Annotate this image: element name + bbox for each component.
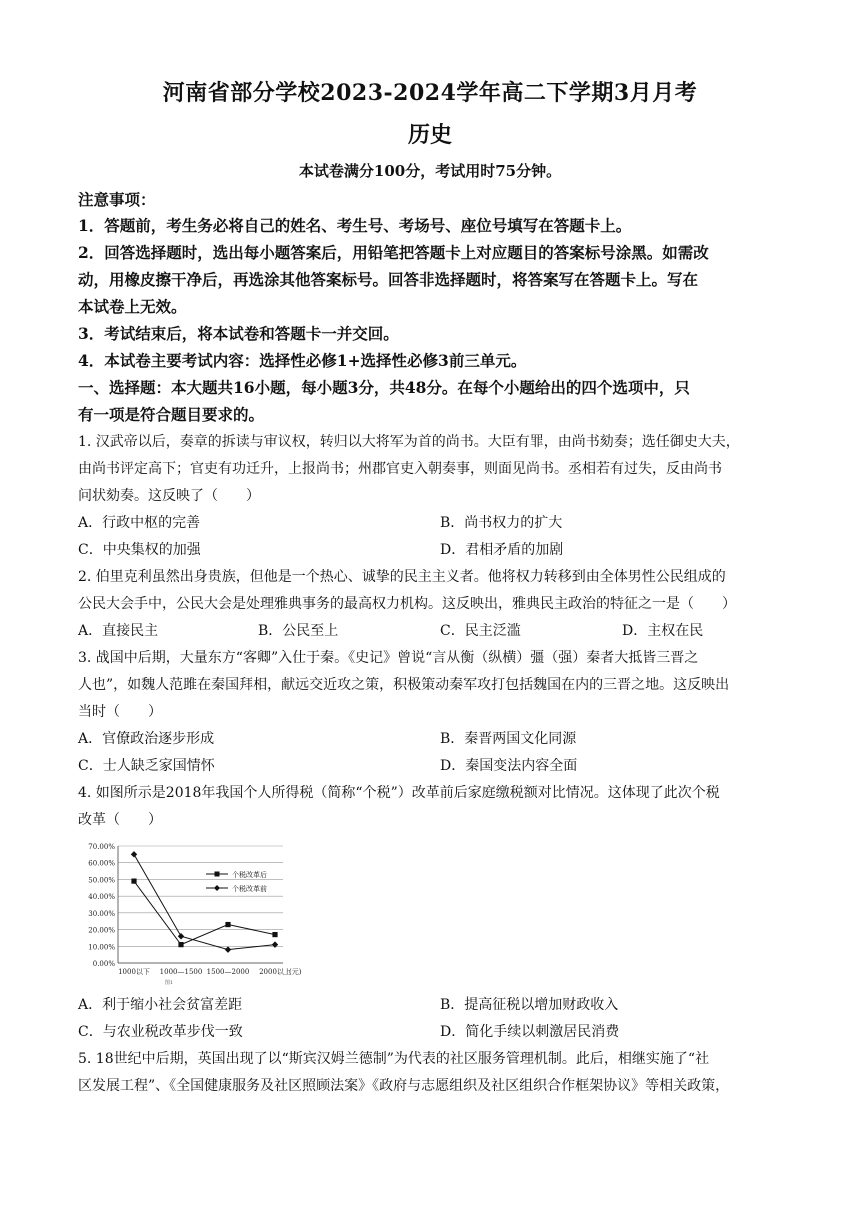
question-3-option-b[interactable]: B．秦晋两国文化同源 — [440, 731, 577, 747]
x-tick-label: 1500—2000 — [206, 968, 250, 976]
y-tick-label: 70.00% — [88, 843, 115, 851]
question-1-stem: 1. 汉武帝以后，奏章的拆读与审议权，转归以大将军为首的尚书。大臣有罪，由尚书劾奏；选任御史大夫， — [78, 434, 740, 450]
question-4-stem: 4. 如图所示是2018年我国个人所得税（简称“个税”）改革前后家庭缴税额对比情况。这体现了此次个税 — [78, 785, 720, 801]
y-tick-label: 40.00% — [88, 893, 115, 902]
data-point-diamond — [225, 946, 231, 952]
note-line: 2．回答选择题时，选出每小题答案后，用铅笔把答题卡上对应题目的答案标号涂黑。如需改 — [78, 243, 709, 262]
question-1-stem: 问状劾奏。这反映了（ ） — [78, 488, 260, 504]
section-heading: 一、选择题：本大题共16小题，每小题3分，共48分。在每个小题给出的四个选项中，只 — [78, 378, 690, 397]
note-line: 3．考试结束后，将本试卷和答题卡一并交回。 — [78, 324, 399, 343]
y-tick-label: 10.00% — [88, 943, 115, 952]
note-line: 1．答题前，考生务必将自己的姓名、考生号、考场号、座位号填写在答题卡上。 — [78, 216, 632, 235]
notes-heading: 注意事项： — [78, 190, 156, 209]
x-axis-unit: (元) — [289, 968, 302, 976]
question-2-option-a[interactable]: A．直接民主 — [78, 623, 159, 639]
question-5-stem: 区发展工程”、《全国健康服务及社区照顾法案》《政府与志愿组织及社区组织合作框架协议》等相关政策， — [78, 1078, 730, 1094]
note-line: 动，用橡皮擦干净后，再选涂其他答案标号。回答非选择题时，将答案写在答题卡上。写在 — [78, 270, 699, 289]
question-1-option-c[interactable]: C．中央集权的加强 — [78, 542, 201, 558]
question-3-stem: 人也”，如魏人范雎在秦国拜相，献远交近攻之策，积极策动秦军攻打包括魏国在内的三晋之地。这反映出 — [78, 677, 730, 693]
data-point-diamond — [131, 851, 137, 857]
section-heading: 有一项是符合题目要求的。 — [78, 405, 265, 424]
question-5-stem: 5. 18世纪中后期，英国出现了以“斯宾汉姆兰德制”为代表的社区服务管理机制。此后，相继实施了“社 — [78, 1051, 710, 1067]
question-1-option-a[interactable]: A．行政中枢的完善 — [78, 515, 201, 531]
question-2-stem: 公民大会手中，公民大会是处理雅典事务的最高权力机构。这反映出，雅典民主政治的特征之一是（ ） — [78, 596, 736, 612]
chart-x-ticks — [118, 967, 302, 986]
page-title: 河南省部分学校2023-2024学年高二下学期3月月考 — [162, 80, 698, 106]
question-3-option-c[interactable]: C．士人缺乏家国情怀 — [78, 758, 215, 774]
legend-marker-diamond — [214, 885, 220, 891]
x-tick-label: 2000以上 — [259, 968, 291, 976]
y-tick-label: 20.00% — [88, 926, 115, 935]
y-tick-label: 0.00% — [92, 960, 115, 968]
question-4-option-a[interactable]: A．利于缩小社会贫富差距 — [78, 997, 243, 1013]
data-point-square — [178, 942, 183, 947]
question-4-stem: 改革（ ） — [78, 812, 162, 828]
question-4-option-c[interactable]: C．与农业税改革步伐一致 — [78, 1024, 243, 1040]
question-1-stem: 由尚书评定高下；官吏有功迁升，上报尚书；州郡官吏入朝奏事，则面见尚书。丞相若有过失，反由尚书 — [78, 461, 722, 477]
note-line: 4．本试卷主要考试内容：选择性必修1+选择性必修3前三单元。 — [78, 351, 527, 370]
tax-comparison-chart — [78, 838, 308, 990]
note-line: 本试卷上无效。 — [78, 297, 187, 316]
data-point-square — [225, 922, 230, 927]
question-3-stem: 3. 战国中后期，大量东方“客卿”入仕于秦。《史记》曾说“言从衡（纵横）彊（强）秦者大抵皆三晋之 — [78, 650, 699, 666]
question-2-stem: 2. 伯里克利虽然出身贵族，但他是一个热心、诚挚的民主主义者。他将权力转移到由全体男性公民组成的 — [78, 569, 726, 585]
y-tick-label: 50.00% — [88, 876, 115, 885]
question-3-stem: 当时（ ） — [78, 704, 162, 720]
legend-label: 个税改革前 — [232, 885, 267, 893]
chart-legend — [206, 870, 267, 893]
chart-caption: 图1 — [164, 980, 174, 986]
x-tick-label: 1000以下 — [118, 968, 150, 976]
question-3-option-d[interactable]: D．秦国变法内容全面 — [440, 758, 578, 774]
exam-info: 本试卷满分100分，考试用时75分钟。 — [298, 162, 562, 180]
legend-label: 个税改革后 — [232, 871, 267, 879]
question-2-option-c[interactable]: C．民主泛滥 — [440, 623, 521, 639]
question-4-option-b[interactable]: B．提高征税以增加财政收入 — [440, 997, 619, 1013]
y-tick-label: 30.00% — [88, 909, 115, 918]
chart-series-markers — [131, 851, 278, 953]
question-1-option-b[interactable]: B．尚书权力的扩大 — [440, 515, 563, 531]
question-2-option-d[interactable]: D．主权在民 — [622, 623, 704, 639]
data-point-diamond — [272, 941, 278, 947]
series-line — [134, 854, 275, 949]
subject-title: 历史 — [407, 122, 452, 148]
legend-marker-square — [215, 872, 220, 877]
question-4-option-d[interactable]: D．简化手续以刺激居民消费 — [440, 1024, 620, 1040]
y-tick-label: 60.00% — [88, 859, 115, 868]
question-1-option-d[interactable]: D．君相矛盾的加剧 — [440, 542, 564, 558]
question-2-option-b[interactable]: B．公民至上 — [258, 623, 339, 639]
data-point-square — [272, 932, 277, 937]
question-3-option-a[interactable]: A．官僚政治逐步形成 — [78, 731, 215, 747]
chart-series-lines — [134, 854, 275, 949]
data-point-diamond — [178, 933, 184, 939]
chart-grid — [118, 846, 283, 963]
x-tick-label: 1000—1500 — [159, 968, 203, 976]
chart-y-ticks — [88, 843, 115, 968]
data-point-square — [131, 879, 136, 884]
